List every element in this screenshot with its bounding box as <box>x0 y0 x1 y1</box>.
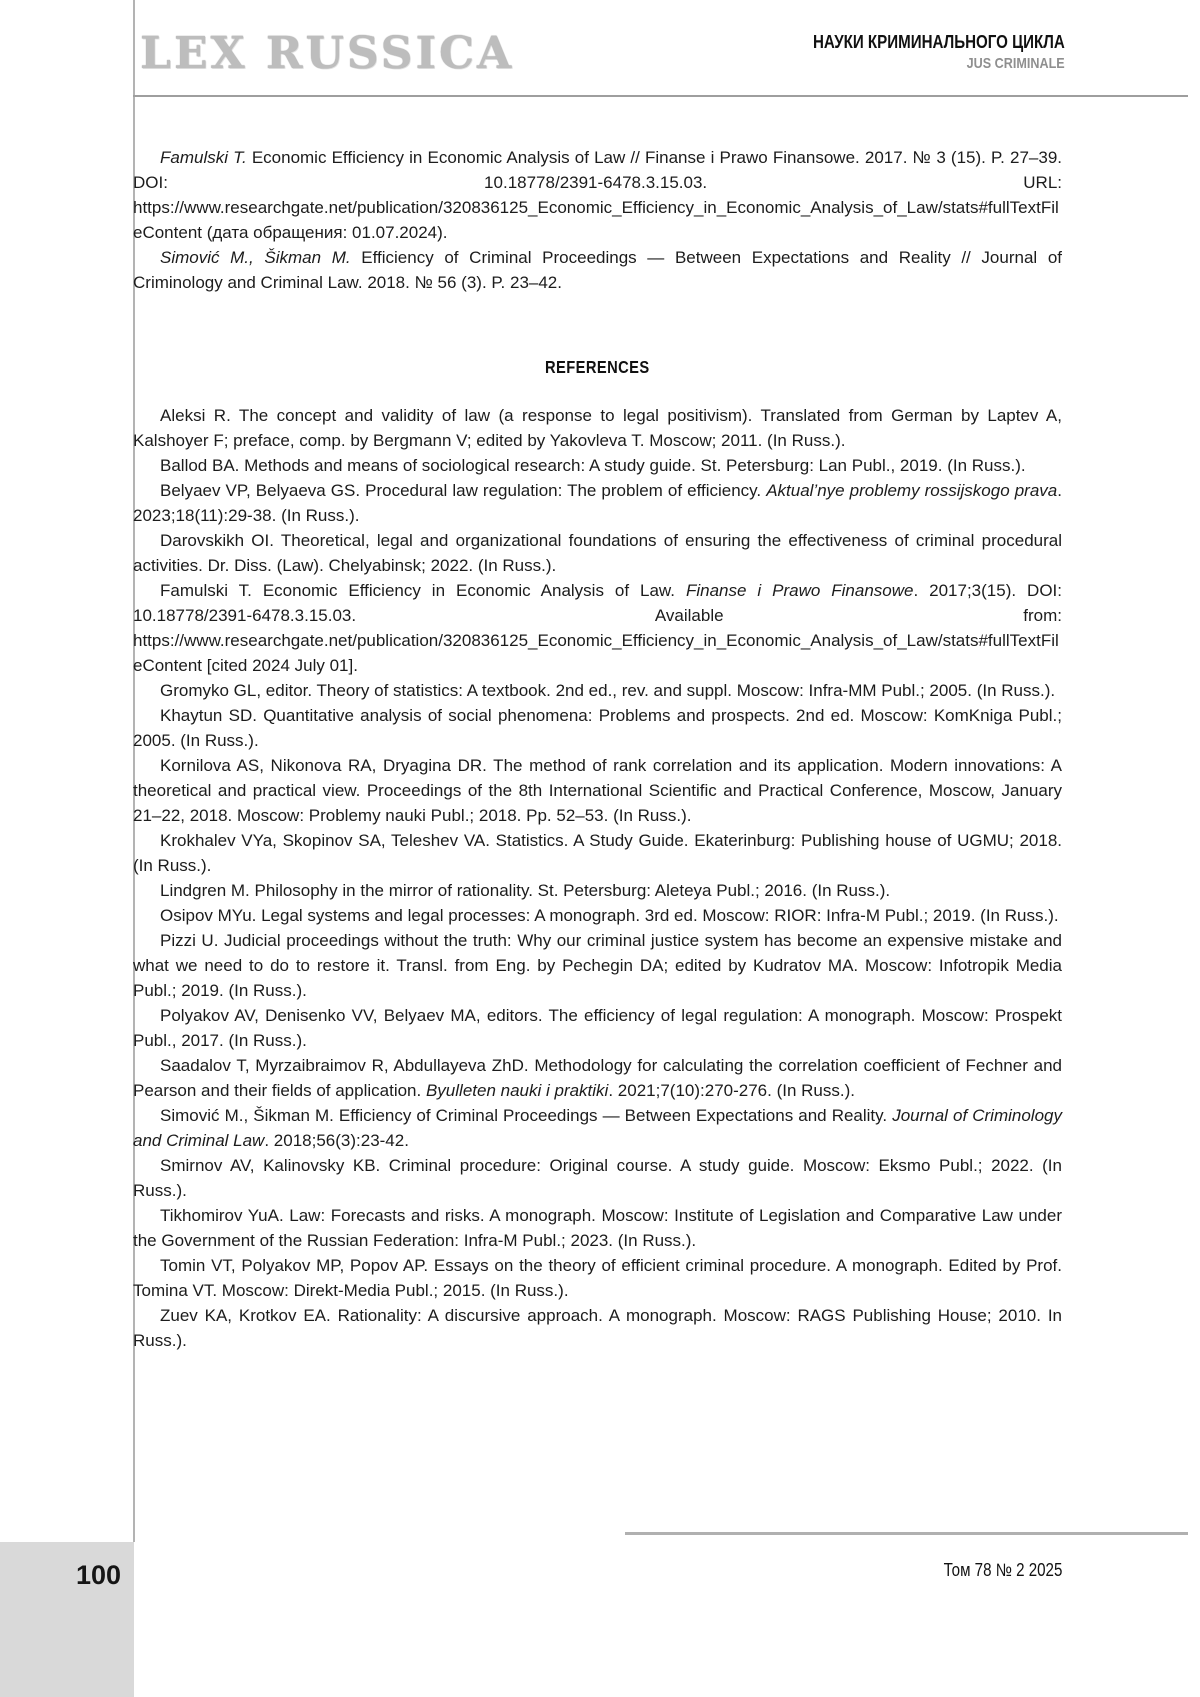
cited-works-section <box>133 145 1062 295</box>
reference-item: Darovskikh OI. Theoretical, legal and organizational foundations of ensuring the effectiveness of criminal procedural activities. Dr. Diss. (Law). Chelyabinsk; 2022. (In Russ.). <box>133 531 1062 575</box>
footer-rule <box>625 1532 1188 1535</box>
header-rule <box>133 95 1188 97</box>
reference-item: Zuev KA, Krotkov EA. Rationality: A discursive approach. A monograph. Moscow: RAGS Publishing House; 2010. In Russ.). <box>133 1306 1062 1350</box>
page-number-box <box>0 1542 134 1697</box>
reference-item: Tomin VT, Polyakov MP, Popov AP. Essays on the theory of efficient criminal procedure. A monograph. Edited by Prof. Tomina VT. Moscow: Direkt-Media Publ.; 2015. (In Russ.). <box>133 1256 1062 1300</box>
references-section <box>133 403 1062 1353</box>
reference-item: Aleksi R. The concept and validity of law (a response to legal positivism). Translated from German by Laptev A, Kalshoyer F; preface, comp. by Bergmann V; edited by Yakovleva T. Moscow; 2011. (In Russ.). <box>133 406 1062 450</box>
reference-item: Gromyko GL, editor. Theory of statistics: A textbook. 2nd ed., rev. and suppl. Moscow: Infra-MM Publ.; 2005. (In Russ.). <box>160 681 1056 700</box>
reference-item: Belyaev VP, Belyaeva GS. Procedural law regulation: The problem of efficiency. Aktual’nye problemy rossijskogo prava. 2023;18(11):29-38. (In Russ.). <box>133 481 1062 525</box>
volume-issue-label: Том 78 № 2 2025 <box>943 1560 1062 1580</box>
section-rubric <box>765 30 1065 74</box>
reference-item: Polyakov AV, Denisenko VV, Belyaev MA, editors. The efficiency of legal regulation: A monograph. Moscow: Prospekt Publ., 2017. (In Russ.). <box>133 1006 1062 1050</box>
rubric-title-latin: JUS CRIMINALE <box>966 55 1065 72</box>
reference-item: Krokhalev VYa, Skopinov SA, Teleshev VA. Statistics. A Study Guide. Ekaterinburg: Publishing house of UGMU; 2018. (In Russ.). <box>133 831 1062 875</box>
reference-item: Simović M., Šikman M. Efficiency of Criminal Proceedings — Between Expectations and Reality. Journal of Criminology and Criminal Law. 2018;56(3):23-42. <box>133 1106 1062 1150</box>
reference-item: Osipov MYu. Legal systems and legal processes: A monograph. 3rd ed. Moscow: RIOR: Infra-M Publ.; 2019. (In Russ.). <box>160 906 1059 925</box>
reference-item: Ballod BA. Methods and means of sociological research: A study guide. St. Petersburg: Lan Publ., 2019. (In Russ.). <box>160 456 1026 475</box>
page-number: 100 <box>75 1560 121 1590</box>
cited-work-item: Simović M., Šikman M. Efficiency of Criminal Proceedings — Between Expectations and Reality // Journal of Criminology and Criminal Law. 2018. № 56 (3). P. 23–42. <box>133 248 1063 292</box>
text-column <box>133 145 1062 1353</box>
reference-item: Smirnov AV, Kalinovsky KB. Criminal procedure: Original course. A study guide. Moscow: Eksmo Publ.; 2022. (In Russ.). <box>133 1156 1062 1200</box>
reference-item: Lindgren M. Philosophy in the mirror of rationality. St. Petersburg: Aleteya Publ.; 2016. (In Russ.). <box>160 881 891 900</box>
reference-item: Kornilova AS, Nikonova RA, Dryagina DR. The method of rank correlation and its application. Modern innovations: A theoretical and practical view. Proceedings of the 8th International Scientific and Practical Conference, Moscow, January 21–22, 2018. Moscow: Problemy nauki Publ.; 2018. Pp. 52–53. (In Russ.). <box>133 756 1062 825</box>
reference-item: Khaytun SD. Quantitative analysis of social phenomena: Problems and prospects. 2nd ed. Moscow: KomKniga Publ.; 2005. (In Russ.). <box>133 706 1062 750</box>
cited-work-item: Famulski T. Economic Efficiency in Economic Analysis of Law // Finanse i Prawo Finansowe. 2017. № 3 (15). P. 27–39. DOI: 10.18778/2391-6478.3.15.03. URL: https://www.researchgate.net/publication/320836125_Economic_Efficiency_in_Economic_Analysis_of_Law/stats#fullTextFileContent (дата обращения: 01.07.2024). <box>133 148 1062 242</box>
journal-logo: LEX RUSSICA <box>140 28 515 79</box>
reference-item: Tikhomirov YuA. Law: Forecasts and risks. A monograph. Moscow: Institute of Legislation and Comparative Law under the Government of the Russian Federation: Infra-M Publ.; 2023. (In Russ.). <box>133 1206 1062 1250</box>
reference-item: Saadalov T, Myrzaibraimov R, Abdullayeva ZhD. Methodology for calculating the correlation coefficient of Fechner and Pearson and their fields of application. Byulleten nauki i praktiki. 2021;7(10):270-276. (In Russ.). <box>133 1056 1062 1100</box>
rubric-title-russian: НАУКИ КРИМИНАЛЬНОГО ЦИКЛА <box>813 32 1065 52</box>
references-heading: REFERENCES <box>545 357 650 377</box>
reference-item: Pizzi U. Judicial proceedings without the truth: Why our criminal justice system has become an expensive mistake and what we need to do to restore it. Transl. from Eng. by Pechegin DA; edited by Kudratov MA. Moscow: Infotropik Media Publ.; 2019. (In Russ.). <box>133 931 1062 1000</box>
reference-item: Famulski T. Economic Efficiency in Economic Analysis of Law. Finanse i Prawo Finansowe. 2017;3(15). DOI: 10.18778/2391-6478.3.15.03. Available from: https://www.researchgate.net/publication/320836125_Economic_Efficiency_in_Economic_Analysis_of_Law/stats#fullTextFileContent [cited 2024 July 01]. <box>133 581 1062 675</box>
